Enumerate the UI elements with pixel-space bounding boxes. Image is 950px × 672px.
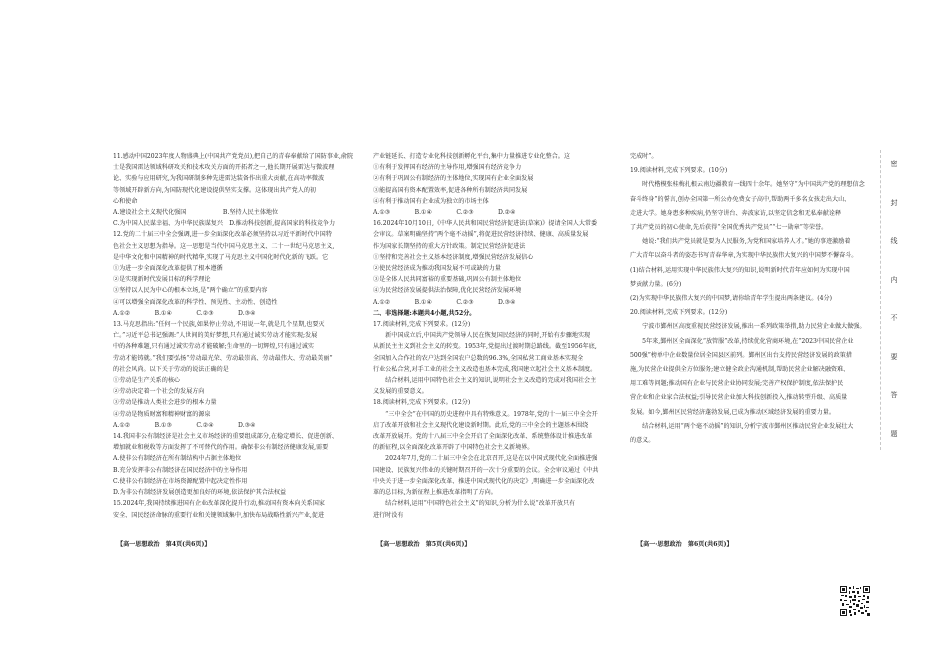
text-line: ④为民营经济发展提供法治保障,优化民营经济发展环境 bbox=[373, 287, 522, 295]
text-line: A.使非公有制经济在所有制结构中占据主体地位 bbox=[113, 455, 242, 463]
text-line: 结合材料,运用“两个毫不动摇”的知识,分析宁波市鄞州区推动民营企业发展壮大 bbox=[630, 422, 854, 430]
text-line: 2024年7月,党的二十届三中全会在北京召开,这是在以中国式现代化全面推进强 bbox=[373, 455, 598, 463]
page-footer-4: 【高一思想政治 第4页(共6页)】 bbox=[117, 541, 211, 548]
text-line: 中的各种难题,只有通过诚实劳动才能破解;生命里的一切辉煌,只有通过诚实 bbox=[113, 343, 314, 351]
page-column-4 bbox=[113, 151, 353, 521]
text-line: 18.阅读材料,完成下列要求。(12分) bbox=[373, 399, 471, 407]
text-line: 13.马克思指出:“任何一个民族,如果停止劳动,不用说一年,就是几个星期,也要灭 bbox=[113, 321, 325, 329]
text-line: 革的总目标,为新征程上推进改革指明了方向。 bbox=[373, 489, 497, 497]
text-line: “三中全会”在中国的历史进程中具有特殊意义。1978年,党的十一届三中全会开 bbox=[373, 410, 598, 418]
text-line: 行业公私合营,对手工业的社会主义改造也基本完成,我国建立起社会主义基本制度。 bbox=[373, 365, 597, 373]
text-line: C.使非公有制经济在市场资源配置中起决定性作用 bbox=[113, 477, 248, 485]
text-line: (2)为实现中华民族伟大复兴的中国梦,请你给青年学生提出两条建议。(4分) bbox=[630, 295, 833, 303]
text-line: A.①② B.①④ C.②③ D.③④ bbox=[373, 298, 516, 306]
text-line: 500强”榜单中企业数量位居全国县区前列。鄞州区出台支持民营经济发展的政策措 bbox=[630, 351, 852, 359]
margin-note-char: 要 bbox=[890, 352, 898, 361]
text-line: 5年来,鄞州区全面深化“放管服”改革,持续优化营商环境,在“2023中国民营企业 bbox=[630, 337, 854, 345]
text-line: A.①② B.①④ C.②③ D.③④ bbox=[113, 309, 256, 317]
text-line: ②劳动决定着一个社会的发展方向 bbox=[113, 388, 205, 396]
text-line: 是中华文化和中国精神的时代精华,实现了马克思主义中国化时代化新的飞跃。它 bbox=[113, 253, 329, 261]
text-line: 营企业和企业家合法权益;引导民营企业加大科技创新投入,推动转型升级、高质量 bbox=[630, 394, 848, 402]
margin-note-char: 线 bbox=[890, 237, 898, 246]
text-line: 时代楷模张桂梅扎根云南边疆教育一线四十余年。她坚守“为中国共产党的理想信念 bbox=[630, 181, 865, 189]
text-line: 用工难等问题;推动国有企业与民营企业协同发展;完善产权保护制度,依法保护民 bbox=[630, 380, 844, 388]
text-line: 增加就业和税收等方面发挥了不可替代的作用。确保非公有制经济健康发展,需要 bbox=[113, 444, 329, 452]
text-line: ②有利于巩固公有制经济的主体地位,实现国有企业全面发展 bbox=[373, 175, 534, 183]
margin-note-char: 密 bbox=[890, 160, 898, 168]
text-line: 二、非选择题:本题共4小题,共52分。 bbox=[373, 309, 476, 317]
page-column-5 bbox=[373, 151, 615, 521]
text-line: 义发展的重要意义。 bbox=[373, 388, 428, 396]
text-line: 15.2024年,我国持续推进国有企业改革深化提升行动,推动国有资本向关系国家 bbox=[113, 500, 325, 508]
text-line: ①劳动是生产关系的核心 bbox=[113, 377, 181, 385]
text-line: A.①② B.①③ C.②④ D.③④ bbox=[113, 421, 256, 429]
text-line: 她说:“我们共产党员就是要为人民服务,为党和国家培养人才。”她的事迹激励着 bbox=[630, 238, 851, 246]
margin-note bbox=[887, 160, 901, 438]
text-line: ④可以增强全面深化改革的科学性、预见性、主动性、创造性 bbox=[113, 298, 278, 306]
text-line: 的社会风尚。以下关于劳动的说法正确的是 bbox=[113, 365, 229, 373]
margin-note-char: 内 bbox=[890, 275, 898, 284]
text-line: A.建设社会主义现代化强国 B.坚持人民主体地位 bbox=[113, 209, 279, 217]
text-line: 亡。”习近平总书记强调:“人世间的美好梦想,只有通过诚实劳动才能实现;发展 bbox=[113, 332, 318, 340]
page-footer-5: 【高一思想政治 第5页(共6页)】 bbox=[377, 541, 471, 548]
text-line: 广大青年以奋斗者的姿态书写青春华章,为实现中华民族伟大复兴的中国梦不懈奋斗。 bbox=[630, 252, 858, 260]
text-line: C.为中国人民谋幸福、为中华民族谋复兴 D.推动科技创新,提高国家的科技竞争力 bbox=[113, 220, 336, 228]
text-line: 11.感动中国2023年度人物盛典上(中国共产党党员),把自己的青春奉献给了国防事业,俞院 bbox=[113, 153, 354, 160]
text-line: 产业链延长、打造专业化科技创新孵化平台,集中力量推进专业化整合。这 bbox=[373, 153, 570, 160]
text-line: 改革开放展开。党的十八届三中全会开启了全面深化改革、系统整体设计推进改革 bbox=[373, 433, 593, 441]
margin-note-char: 不 bbox=[890, 314, 898, 323]
text-line: (1)结合材料,运用实现中华民族伟大复兴的知识,说明新时代青年应如何为实现中国 bbox=[630, 266, 850, 274]
text-line: 士是我国雷达领域科研攻关和技术攻关方面的开拓者之一,他长期开展雷达与微波理 bbox=[113, 164, 335, 172]
text-line: B.充分发挥非公有制经济在国民经济中的主导作用 bbox=[113, 466, 248, 474]
text-line: 会审议。草案明确坚持“两个毫不动摇”,将促进民营经济持续、健康、高质量发展 bbox=[373, 231, 589, 239]
text-line: ③劳动是推动人类社会进步的根本力量 bbox=[113, 399, 217, 407]
text-line: 国建设、民族复兴伟业的关键时期召开的一次十分重要的会议。全会审议通过《中共 bbox=[373, 466, 599, 474]
text-line: 了共产党员的初心使命,先后获得“全国优秀共产党员”“七一勋章”等荣誉。 bbox=[630, 224, 828, 232]
text-line: 17.阅读材料,完成下列要求。(12分) bbox=[373, 321, 471, 329]
text-line: 启了改革开放和社会主义现代化建设新时期。此后,党的三中全会的主题基本围绕 bbox=[373, 421, 589, 429]
text-line: 新中国成立后,中国共产党领导人民在恢复国民经济的同时,开始有步骤地实现 bbox=[373, 332, 591, 340]
margin-note-char: 答 bbox=[890, 391, 898, 400]
page-column-6 bbox=[630, 150, 876, 448]
text-line: ③能提高国有资本配置效率,促进各种所有制经济共同发展 bbox=[373, 186, 528, 194]
text-line: 进行时没有 bbox=[373, 511, 404, 519]
text-line: 施,为民营企业提供全方位服务;建立健全政企沟通机制,帮助民营企业解决融资难、 bbox=[630, 366, 850, 374]
text-line: 走进大学。她身患多种疾病,仍坚守讲台、奔波家访,以坚定信念和无私奉献诠释 bbox=[630, 209, 842, 217]
text-line: 12.党的二十届三中全会强调,进一步全面深化改革必须坚持以习近平新时代中国特 bbox=[113, 231, 332, 239]
text-line: 中央关于进一步全面深化改革、推进中国式现代化的决定》,明确进一步全面深化改 bbox=[373, 477, 595, 485]
text-line: 16.2024年10月10日,《中华人民共和国民营经济促进法(草案)》提请全国人大常委 bbox=[373, 220, 598, 228]
text-line: 梦贡献力量。(6分) bbox=[630, 280, 682, 288]
text-line: 14.我国非公有制经济是社会主义市场经济的重要组成部分,在稳定增长、促进创新、 bbox=[113, 433, 338, 441]
text-line: D.为非公有制经济发展创造更加良好的环境,依法保护其合法权益 bbox=[113, 489, 287, 497]
text-line: 作为国家长期坚持的重大方针政策。制定民营经济促进法 bbox=[373, 242, 526, 250]
binding-margin-line bbox=[880, 150, 881, 450]
text-line: ②使民营经济成为推动我国发展不可或缺的力量 bbox=[373, 265, 501, 273]
text-line: ③坚持以人民为中心的根本立场,是“两个确立”的重要内容 bbox=[113, 287, 268, 295]
text-line: 20.阅读材料,完成下列要求。(12分) bbox=[630, 309, 728, 317]
text-line: 安全、国民经济命脉的重要行业和关键领域集中,加快布局战略性新兴产业,促进 bbox=[113, 511, 325, 519]
text-line: 从新民主主义到社会主义的转变。1953年,党提出过渡时期总路线。截至1956年底, bbox=[373, 343, 597, 351]
text-line: 宁波市鄞州区高度重视民营经济发展,推出一系列政策举措,助力民营企业做大做强。 bbox=[630, 323, 866, 331]
text-line: ①为进一步全面深化改革提供了根本遵循 bbox=[113, 265, 223, 273]
text-line: ④劳动是物质财富和精神财富的源泉 bbox=[113, 410, 211, 418]
text-line: ③是全体人民共同富裕的重要基础,巩固公有制主体地位 bbox=[373, 276, 522, 284]
text-line: 结合材料,运用中国特色社会主义的知识,说明社会主义改造的完成对我国社会主 bbox=[373, 377, 597, 385]
page-footer-6: 【高一·思想政治 第6页(共6页)】 bbox=[637, 541, 733, 548]
text-line: 全国加入合作社的农户达到全国农户总数的96.3%,全国私营工商业基本实现全 bbox=[373, 354, 584, 362]
text-line: ②是实现新时代发展目标的科学理论 bbox=[113, 276, 211, 284]
qr-code-icon bbox=[840, 586, 870, 616]
text-line: ④有利于推动国有企业成为独立的市场主体 bbox=[373, 197, 489, 205]
text-line: 等领域开辟新方向,为国防现代化建设提供坚实支撑。这体现出共产党人的初 bbox=[113, 186, 317, 194]
text-line: A.①③ B.①④ C.②③ D.②④ bbox=[373, 209, 516, 217]
text-line: ①有利于发挥国有经济的主导作用,增强国有经济竞争力 bbox=[373, 164, 522, 172]
text-line: 的新征程,以全面深化改革开辟了中国特色社会主义新境界。 bbox=[373, 444, 534, 452]
text-line: 心和使命 bbox=[113, 197, 138, 205]
text-line: 19.阅读材料,完成下列要求。(10分) bbox=[630, 167, 728, 175]
text-line: 完成时”。 bbox=[630, 153, 658, 160]
text-line: 的意义。 bbox=[630, 437, 655, 445]
text-line: 发展。如今,鄞州区民营经济蓬勃发展,已成为推动区域经济发展的重要力量。 bbox=[630, 408, 835, 416]
text-line: 奋斗终身”的誓言,创办全国第一所公办免费女子高中,帮助两千多名女孩走出大山、 bbox=[630, 195, 851, 203]
text-line: ①坚持和完善社会主义基本经济制度,增强民营经济发展信心 bbox=[373, 253, 534, 261]
text-line: 色社会主义思想为指导。这一思想是当代中国马克思主义、二十一世纪马克思主义, bbox=[113, 242, 335, 250]
text-line: 结合材料,运用“中国特色社会主义”的知识,分析为什么说“改革开放只有 bbox=[373, 500, 576, 508]
text-line: 劳动才能铸就。”我们要弘扬“劳动最光荣、劳动最崇高、劳动最伟大、劳动最美丽” bbox=[113, 354, 333, 362]
margin-note-char: 封 bbox=[890, 198, 898, 207]
text-line: 论、实验与应用研究,为我国研制多种先进雷达装备作出重大贡献,在高功率微波 bbox=[113, 175, 325, 183]
margin-note-char: 题 bbox=[890, 429, 898, 438]
